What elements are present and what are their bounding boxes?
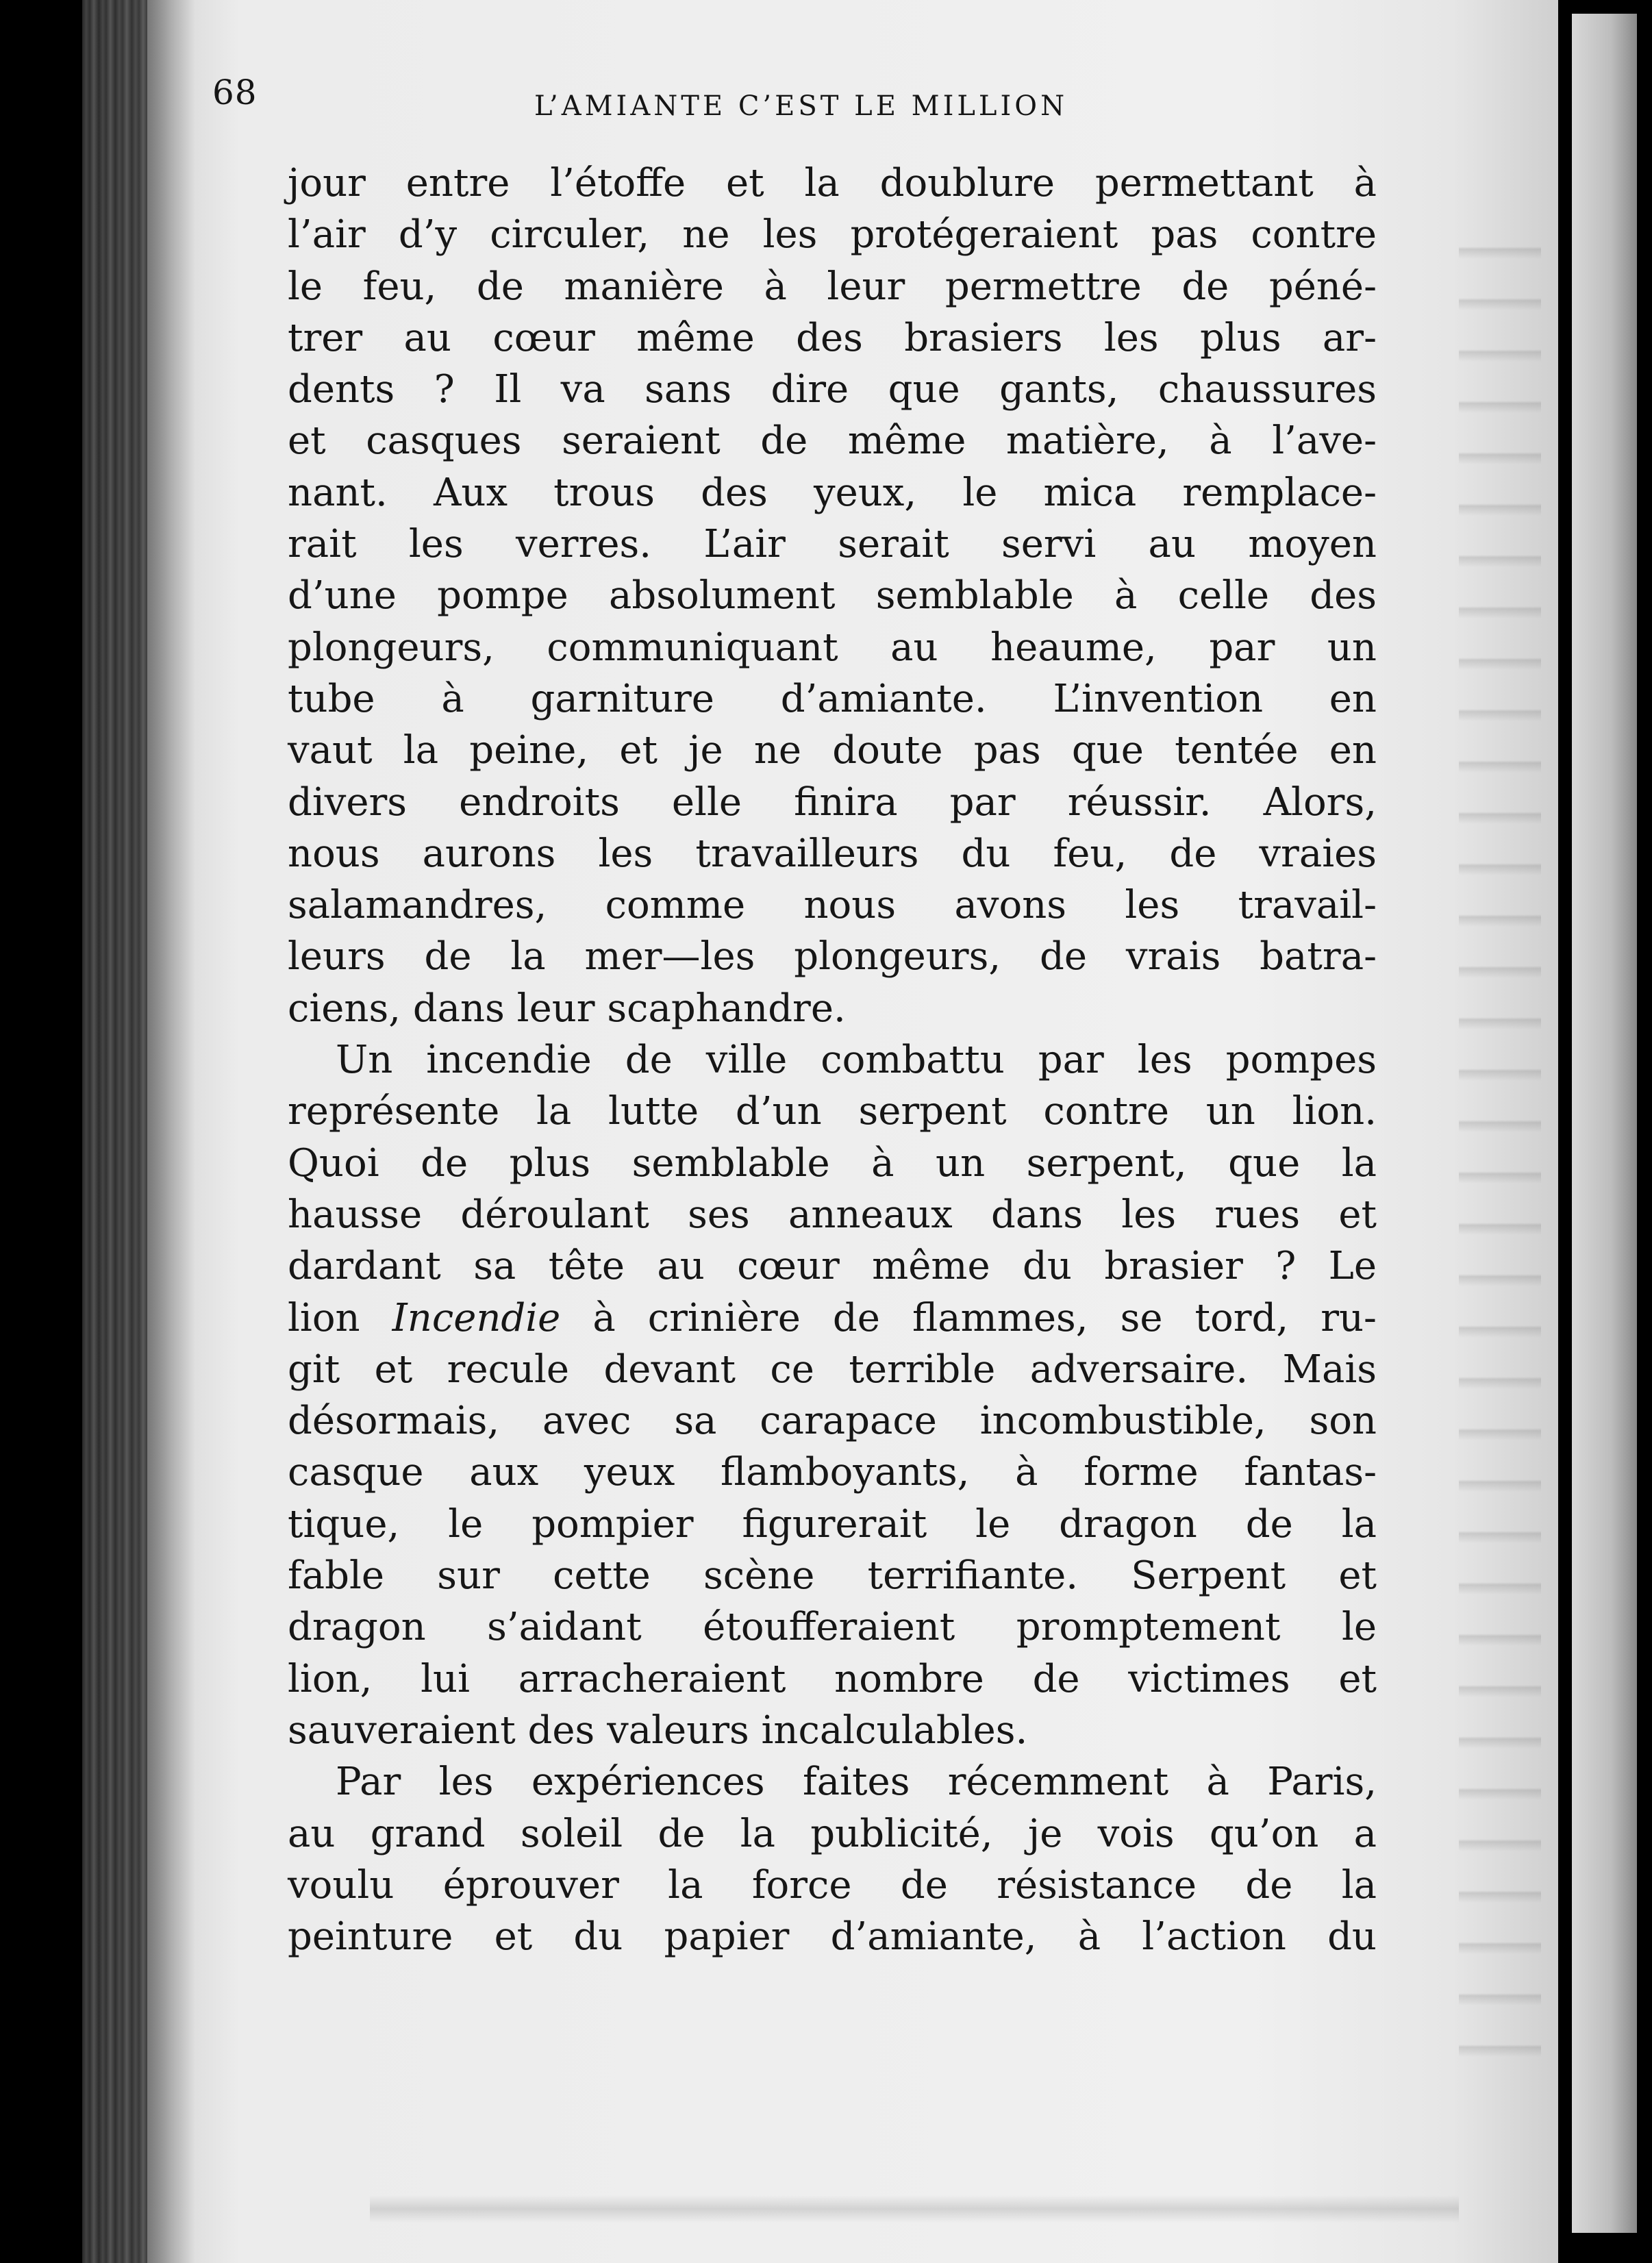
text-line: git et recule devant ce terrible adversaire. Mais	[288, 1347, 1377, 1392]
text-line: dragon s’aidant étoufferaient promptement le	[288, 1605, 1377, 1650]
text-line: trer au cœur même des brasiers les plus ar-	[288, 315, 1377, 360]
text-line: au grand soleil de la publicité, je vois qu’on a	[288, 1811, 1377, 1856]
text-line: lion, lui arracheraient nombre de victimes et	[288, 1656, 1377, 1701]
text-line: nous aurons les travailleurs du feu, de vraies	[288, 831, 1377, 876]
text-line: tique, le pompier figurerait le dragon de la	[288, 1501, 1377, 1547]
text-line: le feu, de manière à leur permettre de péné-	[288, 264, 1377, 309]
text-line: peinture et du papier d’amiante, à l’action du	[288, 1914, 1377, 1960]
text-line: jour entre l’étoffe et la doublure permettant à	[288, 161, 1377, 205]
text-line: et casques seraient de même matière, à l’ave-	[288, 418, 1377, 464]
text-line: leurs de la mer—les plongeurs, de vrais batra-	[288, 934, 1377, 979]
facing-page-paper	[1572, 14, 1637, 2233]
text-line: l’air d’y circuler, ne les protégeraient pas contre	[288, 212, 1377, 258]
text-line: vaut la peine, et je ne doute pas que tentée en	[288, 728, 1377, 773]
facing-page-bleed	[1459, 226, 1541, 2075]
text-line: divers endroits elle finira par réussir. Alors,	[288, 779, 1377, 825]
italic-word: Incendie	[392, 1295, 561, 1340]
text-line: hausse déroulant ses anneaux dans les rues et	[288, 1192, 1377, 1237]
text-line: salamandres, comme nous avons les travail-	[288, 883, 1377, 928]
text-line: dents ? Il va sans dire que gants, chaussures	[288, 367, 1377, 412]
scan-border	[0, 0, 82, 2263]
text-line-mixed	[288, 1292, 1377, 1344]
text-line: plongeurs, communiquant au heaume, par un	[288, 625, 1377, 670]
text-line: Quoi de plus semblable à un serpent, que la	[288, 1140, 1377, 1186]
page-number: 68	[212, 73, 258, 112]
text-line: désormais, avec sa carapace incombustible, son	[288, 1399, 1377, 1444]
binding-shadow	[147, 0, 195, 2263]
text-line: voulu éprouver la force de résistance de la	[288, 1862, 1377, 1908]
text-line: d’une pompe absolument semblable à celle des	[288, 573, 1377, 618]
text-line: tube à garniture d’amiante. L’invention en	[288, 676, 1377, 721]
text-line: rait les verres. L’air serait servi au moyen	[288, 522, 1377, 567]
running-head	[212, 68, 1390, 123]
text-line: Un incendie de ville combattu par les pompes	[336, 1038, 1377, 1083]
text-line: Par les expériences faites récemment à Paris,	[336, 1760, 1377, 1805]
bottom-bleed	[370, 2195, 1459, 2223]
text-line: nant. Aux trous des yeux, le mica remplace-	[288, 470, 1377, 515]
text-fragment: lion	[288, 1295, 360, 1340]
text-line: représente la lutte d’un serpent contre un lion.	[288, 1089, 1377, 1134]
running-title: L’AMIANTE C’EST LE MILLION	[534, 90, 1068, 122]
text-line: dardant sa tête au cœur même du brasier ? Le	[288, 1244, 1377, 1289]
text-line: ciens, dans leur scaphandre.	[288, 986, 846, 1031]
page-binding	[82, 0, 147, 2263]
text-line: casque aux yeux flamboyants, à forme fantas-	[288, 1450, 1377, 1495]
text-fragment: à crinière de flammes, se tord, ru-	[592, 1295, 1377, 1340]
text-line: sauveraient des valeurs incalculables.	[288, 1708, 1028, 1753]
text-line: fable sur cette scène terrifiante. Serpent et	[288, 1553, 1377, 1599]
body-text	[288, 158, 1377, 1962]
facing-page-edge	[1558, 0, 1652, 2263]
